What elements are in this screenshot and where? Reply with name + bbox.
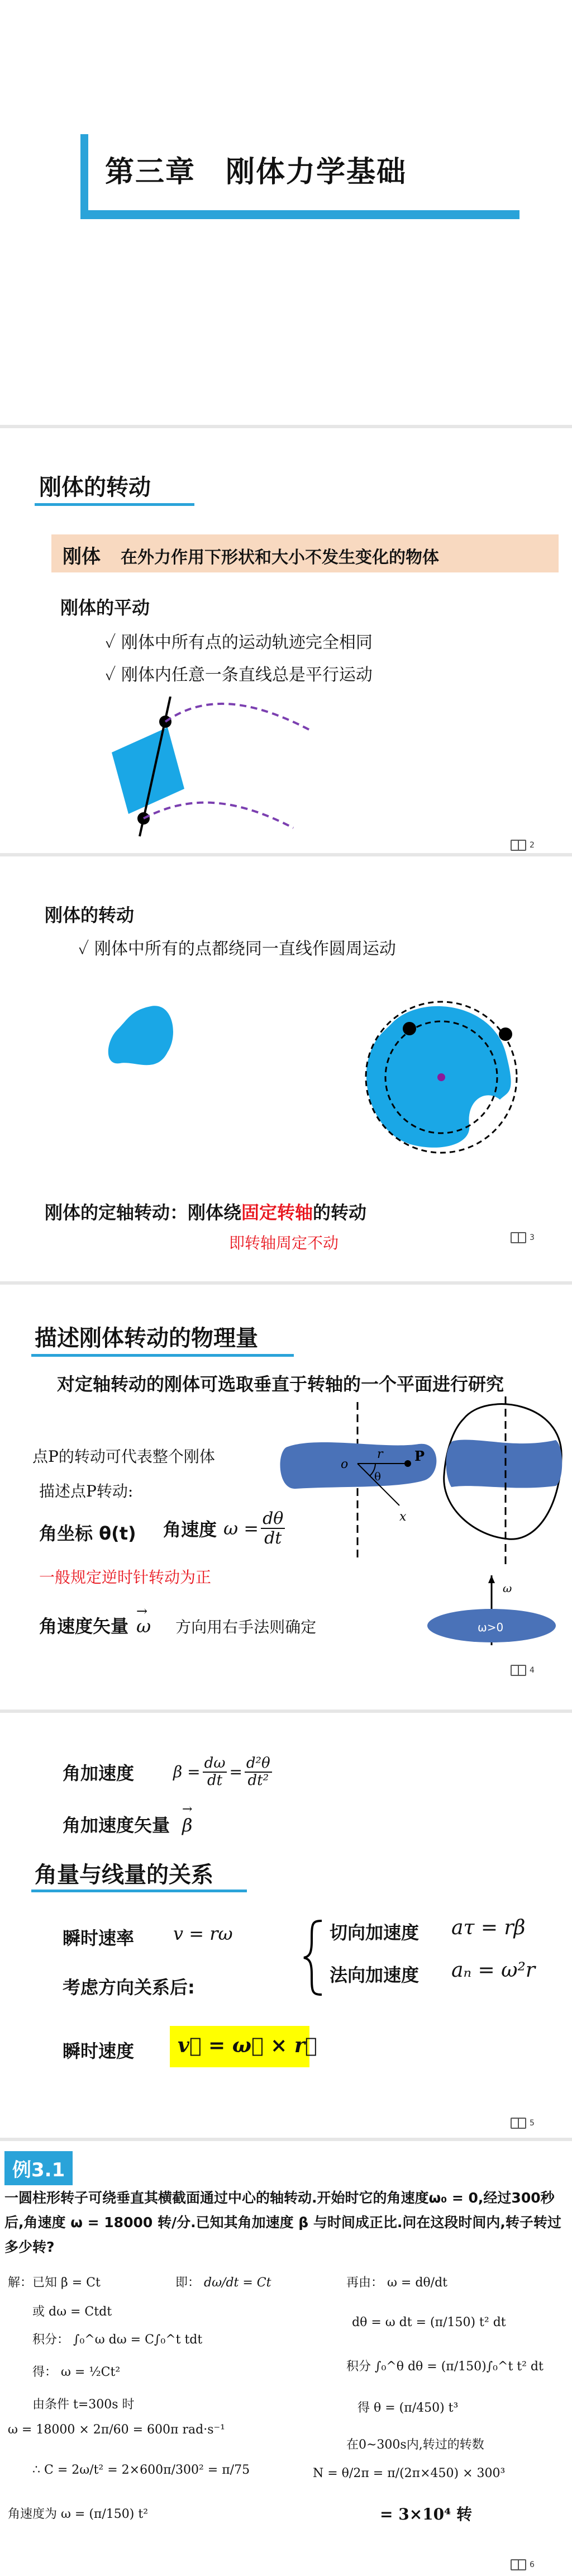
relation-title: 角量与线量的关系 <box>35 1862 213 1888</box>
omega-lhs: ω = <box>223 1518 259 1539</box>
chapter-title: 第三章 刚体力学基础 <box>105 155 407 189</box>
label-theta: θ <box>374 1470 382 1483</box>
trajectory-bottom <box>144 803 293 828</box>
bullet-1-text: 刚体中所有点的运动轨迹完全相同 <box>121 633 373 652</box>
bullet-2-text: 刚体内任意一条直线总是平行运动 <box>121 665 373 685</box>
point-b <box>499 1027 512 1041</box>
angular-acceleration: 角加速度 β = $\frac{d\omega}{dt}$ = $\frac{\text{d²θ}}{\text{dt²}}$ <box>63 1755 274 1788</box>
section-underline <box>31 1354 294 1357</box>
book-icon <box>511 2559 526 2570</box>
ccw-rule: 一般规定逆时针转动为正 <box>39 1568 212 1587</box>
vector-arrow-icon: → <box>182 1802 193 1816</box>
check-icon: ✓ <box>105 633 121 652</box>
sol-i: 即： dω/dt = Ct <box>175 2276 271 2290</box>
sol-n: N = θ/2π = π/(2π×450) × 300³ <box>313 2466 506 2480</box>
sol-get: 得： ω = ½Ct² <box>32 2365 121 2379</box>
inst-velocity-label: 瞬时速度 <box>63 2040 135 2062</box>
brace-icon <box>302 1919 324 1997</box>
plane-section <box>280 1442 436 1489</box>
page-number: 6 <box>511 2559 535 2570</box>
sol-int: 积分： ∫₀^ω dω = C∫₀^t tdt <box>32 2333 203 2347</box>
book-icon <box>511 1232 526 1243</box>
check-icon: ✓ <box>78 939 94 959</box>
slide-physical-quantities <box>0 1285 572 1710</box>
title-bottom-bar <box>80 210 519 219</box>
sol-known: 解：已知 β = Ct <box>8 2276 101 2290</box>
disk-axis-arrow <box>488 1575 495 1583</box>
sol-int2: 积分 ∫₀^θ dθ = (π/150)∫₀^t t² dt <box>346 2360 544 2374</box>
check-icon: ✓ <box>105 665 121 685</box>
normal-label: 法向加速度 <box>330 1964 420 1986</box>
slide-example <box>0 2141 572 2576</box>
rigid-label: 刚体 <box>63 546 101 568</box>
point-p-line: 点P的转动可代表整个刚体 <box>32 1447 215 1466</box>
label-o: o <box>341 1457 349 1471</box>
angular-acceleration-vector: 角加速度矢量 β → <box>63 1802 193 1836</box>
beta-vector-symbol: β → <box>182 1802 193 1836</box>
angular-velocity-vector: 角速度矢量 ω → 方向用右手法则确定 <box>39 1603 317 1637</box>
slide-title <box>0 0 572 425</box>
sol-again: 再由： ω = dθ/dt <box>346 2276 448 2290</box>
velocity-eq: v⃗ = ω⃗ × r⃗ <box>178 2034 317 2057</box>
v-eq: v = rω <box>173 1923 233 1944</box>
trajectory-top <box>165 704 310 730</box>
rotation-figure <box>358 991 525 1158</box>
translation-figure <box>101 697 324 847</box>
slide-rotation <box>0 856 572 1281</box>
angle-coordinate: 角坐标 θ(t) <box>39 1523 136 1544</box>
body-section <box>446 1440 562 1488</box>
sol-av: 角速度为 ω = (π/150) t² <box>8 2507 149 2521</box>
domega-dt: $\frac{d\omega}{dt}$ <box>203 1755 227 1788</box>
label-x: x <box>399 1510 407 1524</box>
blob-small <box>101 996 184 1080</box>
inst-rate-label: 瞬时速率 <box>63 1928 135 1949</box>
point-a <box>403 1022 416 1035</box>
omega-disk-figure <box>425 1575 559 1648</box>
page-number: 3 <box>511 1232 535 1243</box>
section-title: 描述刚体转动的物理量 <box>35 1325 258 1351</box>
blob-shape <box>108 1006 173 1065</box>
book-icon <box>511 840 526 851</box>
fixed-axis-note: 即转轴周定不动 <box>229 1234 339 1252</box>
page-number: 2 <box>511 840 535 851</box>
fixed-axis-line: 刚体的定轴转动：刚体绕固定转轴的转动 <box>45 1202 367 1223</box>
label-p: P <box>414 1448 425 1464</box>
axis-point <box>437 1073 445 1081</box>
normal-eq: aₙ = ω²r <box>451 1959 536 1982</box>
sol-cond: 由条件 t=300s 时 <box>32 2398 135 2412</box>
fixed-axis-highlight: 固定转轴 <box>241 1202 313 1223</box>
sol-range: 在0~300s内,转过的转数 <box>346 2438 484 2452</box>
section-underline <box>31 1890 247 1892</box>
book-icon <box>511 1665 526 1676</box>
rotation-plane-figure <box>274 1396 570 1564</box>
slide-angular-linear <box>0 1713 572 2138</box>
sol-result: = 3×10⁴ 转 <box>380 2505 473 2523</box>
example-label: 例3.1 <box>4 2151 73 2185</box>
section-underline <box>35 503 194 506</box>
slide-rigid-body <box>0 428 572 853</box>
label-r: r <box>377 1447 383 1461</box>
omega-vector-label: ω <box>503 1581 512 1595</box>
rotation-title: 刚体的转动 <box>45 905 135 926</box>
omega-positive-label: ω>0 <box>478 1621 504 1634</box>
bullet-1 <box>105 628 373 653</box>
translation-title: 刚体的平动 <box>60 597 150 618</box>
direction-label: 考虑方向关系后: <box>63 1977 195 1998</box>
angular-velocity-formula <box>163 1509 287 1547</box>
point-p-marker <box>404 1460 411 1467</box>
rigid-definition: 在外力作用下形状和大小不发生变化的物体 <box>121 548 439 567</box>
d2theta-dt2: $\frac{\text{d²θ}}{\text{dt²}}$ <box>245 1755 272 1788</box>
dtheta-dt: $\frac{d\theta}{dt}$ <box>261 1509 285 1547</box>
tangential-label: 切向加速度 <box>330 1922 420 1943</box>
sol-dtheta: dθ = ω dt = (π/150) t² dt <box>352 2315 506 2329</box>
page-number: 5 <box>511 2118 535 2129</box>
title-left-bar <box>80 134 88 218</box>
angular-velocity-label: 角速度 <box>163 1519 217 1540</box>
vector-arrow-icon: → <box>136 1603 148 1619</box>
rotation-bullet: ✓ 刚体中所有的点都绕同一直线作圆周运动 <box>78 939 396 959</box>
bullet-2 <box>105 661 373 685</box>
problem-text: 一圆柱形转子可绕垂直其横截面通过中心的轴转动.开始时它的角速度ω₀ = 0,经过300秒后,角速度 ω = 18000 转/分.已知其角加速度 β 与时间成正比.问在这段时间内,转子转过多少转? <box>4 2190 561 2255</box>
describe-p-line: 描述点P转动: <box>39 1482 134 1500</box>
right-hand-rule: 方向用右手法则确定 <box>175 1618 317 1636</box>
page-number: 4 <box>511 1665 535 1676</box>
sol-c: ∴ C = 2ω/t² = 2×600π/300² = π/75 <box>32 2463 250 2477</box>
sol-omega: ω = 18000 × 2π/60 = 600π rad·s⁻¹ <box>8 2423 225 2437</box>
book-icon <box>511 2118 526 2129</box>
omega-vector-symbol: ω → <box>136 1603 151 1637</box>
section-title: 刚体的转动 <box>39 475 151 500</box>
tangential-eq: aτ = rβ <box>451 1916 526 1939</box>
sol-or: 或 dω = Ctdt <box>32 2305 112 2319</box>
intro-paragraph: 对定轴转动的刚体可选取垂直于转轴的一个平面进行研究 <box>57 1374 504 1395</box>
sol-get2: 得 θ = (π/450) t³ <box>358 2401 459 2415</box>
